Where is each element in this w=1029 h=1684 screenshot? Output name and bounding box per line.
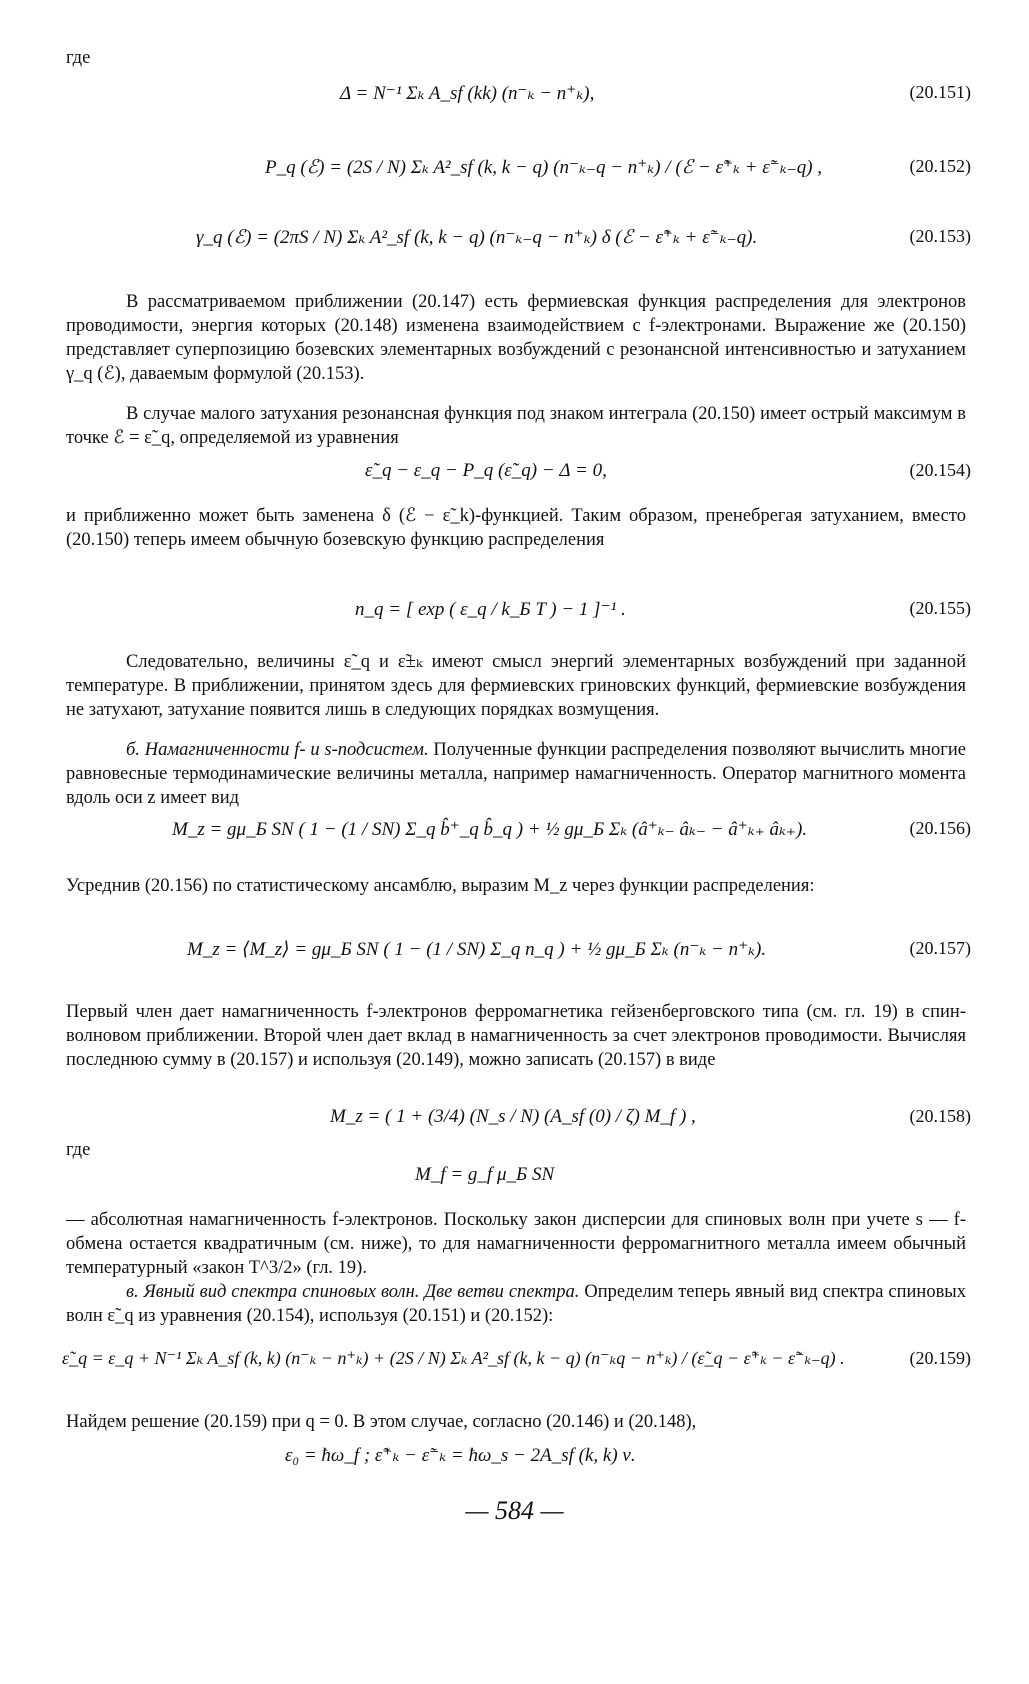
where-label: где xyxy=(66,1140,91,1160)
equation-number: (20.158) xyxy=(909,1106,971,1126)
equation-formula: ε₀ = ħω_f ; ε̃⁺ₖ − ε̃⁻ₖ = ħω_s − 2A_sf (k, k) ν. xyxy=(285,1445,636,1466)
equation-formula: P_q (ℰ) = (2S / N) Σₖ A²_sf (k, k − q) (n⁻ₖ₋q − n⁺ₖ) / (ℰ − ε̃⁺ₖ + ε̃⁻ₖ₋q) , xyxy=(265,157,823,178)
paragraph: Следовательно, величины ε̃_q и ε̃±ₖ имеют смысл энергий элементарных возбуждений при заданной температуре. В приближении, принятом здесь для фермиевских гриновских функций, фермиевские возбуждения не затухают, затухание появится лишь в следующих порядках возмущения. xyxy=(66,652,966,720)
equation-formula: M_z = gμ_Б SN ( 1 − (1 / SN) Σ_q b̂⁺_q b̂_q ) + ½ gμ_Б Σₖ (â⁺ₖ₋ âₖ₋ − â⁺ₖ₊ âₖ₊). xyxy=(172,819,808,840)
equation-20-159 xyxy=(0,1348,1029,1388)
equation-number: (20.153) xyxy=(909,226,971,246)
equation-20-154 xyxy=(0,460,1029,500)
equation-20-158 xyxy=(0,1106,1029,1146)
equation-formula: M_z = ⟨M_z⟩ = gμ_Б SN ( 1 − (1 / SN) Σ_q n_q ) + ½ gμ_Б Σₖ (n⁻ₖ − n⁺ₖ). xyxy=(187,939,767,960)
paragraph: и приближенно может быть заменена δ (ℰ − ε̃_k)-функцией. Таким образом, пренебрегая затуханием, вместо (20.150) теперь имеем обычную бозевскую функцию распределения xyxy=(66,506,966,550)
equation-20-157 xyxy=(0,938,1029,978)
paragraph-text: Определим теперь явный вид спектра спиновых волн ε̃_q из уравнения (20.154), используя (20.151) и (20.152): xyxy=(66,1282,966,1326)
equation-20-151 xyxy=(0,82,1029,122)
equation-number: (20.151) xyxy=(909,82,971,102)
equation-formula: ε̃_q − ε_q − P_q (ε̃_q) − Δ = 0, xyxy=(365,460,607,481)
equation-number: (20.156) xyxy=(909,818,971,838)
equation-20-152 xyxy=(0,156,1029,196)
section-heading: б. Намагниченности f- и s-подсистем. xyxy=(126,740,429,760)
paragraph: Первый член дает намагниченность f-электронов ферромагнетика гейзенберговского типа (см. гл. 19) в спин-волновом приближении. Второй член дает вклад в намагниченность за счет электронов проводимости. Вычисляя последнюю сумму в (20.157) и используя (20.149), можно записать (20.157) в виде xyxy=(66,1002,966,1070)
equation-20-156 xyxy=(0,818,1029,858)
equation-formula: Δ = N⁻¹ Σₖ A_sf (kk) (n⁻ₖ − n⁺ₖ), xyxy=(340,83,595,104)
paragraph: В случае малого затухания резонансная функция под знаком интеграла (20.150) имеет острый максимум в точке ℰ = ε̃_q, определяемой из уравнения xyxy=(66,404,966,448)
equation-formula: ε̃_q = ε_q + N⁻¹ Σₖ A_sf (k, k) (n⁻ₖ − n⁺ₖ) + (2S / N) Σₖ A²_sf (k, k − q) (n⁻ₖq − n⁺ₖ) / (ε̃_q − ε̃⁺ₖ − ε̃⁻ₖ₋q) . xyxy=(62,1348,845,1368)
equation-number: (20.155) xyxy=(909,598,971,618)
equation-mf xyxy=(0,1164,1029,1204)
equation-number: (20.159) xyxy=(909,1348,971,1368)
paragraph xyxy=(66,738,966,810)
equation-formula: γ_q (ℰ) = (2πS / N) Σₖ A²_sf (k, k − q) (n⁻ₖ₋q − n⁺ₖ) δ (ℰ − ε̃⁺ₖ + ε̃⁻ₖ₋q). xyxy=(196,227,758,248)
paragraph: Усреднив (20.156) по статистическому ансамблю, выразим M_z через функции распределения: xyxy=(66,876,815,896)
equation-number: (20.157) xyxy=(909,938,971,958)
paragraph-text: Полученные функции распределения позволяют вычислить многие равновесные термодинамические величины металла, например намагниченность. Оператор магнитного момента вдоль оси z имеет вид xyxy=(66,740,966,808)
where-label: где xyxy=(66,48,91,68)
equation-20-155 xyxy=(0,598,1029,638)
paragraph: — абсолютная намагниченность f-электронов. Поскольку закон дисперсии для спиновых волн при учете s — f-обмена остается квадратичным (см. ниже), то для намагниченности ферромагнитного металла имеем обычный температурный «закон T^3/2» (гл. 19). xyxy=(66,1210,966,1278)
equation-formula: M_z = ( 1 + (3/4) (N_s / N) (A_sf (0) / ζ) M_f ) , xyxy=(330,1106,696,1127)
equation-number: (20.152) xyxy=(909,156,971,176)
equation-last xyxy=(0,1444,1029,1484)
equation-number: (20.154) xyxy=(909,460,971,480)
equation-formula: M_f = g_f μ_Б SN xyxy=(415,1164,555,1185)
paragraph: В рассматриваемом приближении (20.147) есть фермиевская функция распределения для электронов проводимости, энергия которых (20.148) изменена взаимодействием с f-электронами. Выражение же (20.150) представляет суперпозицию бозевских элементарных возбуждений с резонансной интенсивностью и затуханием γ_q (ℰ), даваемым формулой (20.153). xyxy=(66,292,966,384)
page-number: — 584 — xyxy=(465,1496,564,1525)
paragraph xyxy=(66,1280,966,1328)
equation-formula: n_q = [ exp ( ε_q / k_Б T ) − 1 ]⁻¹ . xyxy=(355,599,626,620)
paragraph: Найдем решение (20.159) при q = 0. В этом случае, согласно (20.146) и (20.148), xyxy=(66,1412,697,1432)
section-heading: в. Явный вид спектра спиновых волн. Две ветви спектра. xyxy=(126,1282,580,1302)
equation-20-153 xyxy=(0,226,1029,266)
